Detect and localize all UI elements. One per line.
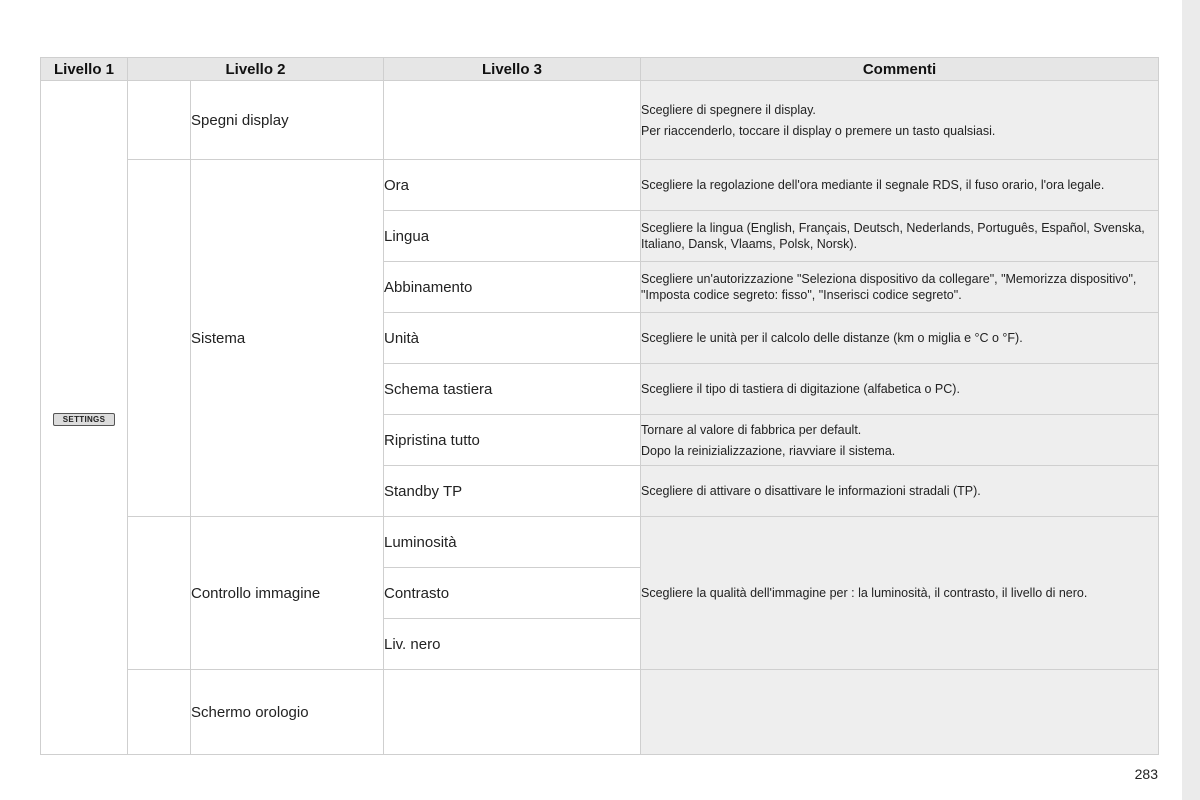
comment-standby-tp: Scegliere di attivare o disattivare le informazioni stradali (TP). xyxy=(641,466,1159,517)
table-row xyxy=(41,517,1159,568)
level3-contrasto: Contrasto xyxy=(384,568,641,619)
level2-sistema: Sistema xyxy=(191,160,384,517)
level2-schermo-orologio: Schermo orologio xyxy=(191,670,384,755)
level2-icon-cell xyxy=(128,517,191,670)
settings-button-icon: SETTINGS xyxy=(53,413,115,426)
level3-abbinamento: Abbinamento xyxy=(384,262,641,313)
level2-spegni-display: Spegni display xyxy=(191,81,384,160)
table-row xyxy=(41,81,1159,160)
level2-icon-cell xyxy=(128,81,191,160)
level3-unita: Unità xyxy=(384,313,641,364)
level3-empty-cell xyxy=(384,670,641,755)
comment-unita: Scegliere le unità per il calcolo delle distanze (km o miglia e °C o °F). xyxy=(641,313,1159,364)
comment-schema-tastiera: Scegliere il tipo di tastiera di digitazione (alfabetica o PC). xyxy=(641,364,1159,415)
level3-ripristina-tutto: Ripristina tutto xyxy=(384,415,641,466)
level2-controllo-immagine: Controllo immagine xyxy=(191,517,384,670)
level3-empty-cell xyxy=(384,81,641,160)
comment-spegni-display: Scegliere di spegnere il display. Per riaccenderlo, toccare il display o premere un tasto qualsiasi. xyxy=(641,81,1159,160)
settings-menu-table xyxy=(40,57,1159,755)
header-livello-3: Livello 3 xyxy=(384,58,641,81)
table-header-row xyxy=(41,58,1159,81)
header-livello-1: Livello 1 xyxy=(41,58,128,81)
level3-luminosita: Luminosità xyxy=(384,517,641,568)
comment-ora: Scegliere la regolazione dell'ora mediante il segnale RDS, il fuso orario, l'ora legale. xyxy=(641,160,1159,211)
comment-ripristina-tutto: Tornare al valore di fabbrica per default. Dopo la reinizializzazione, riavviare il sistema. xyxy=(641,415,1159,466)
table-row xyxy=(41,670,1159,713)
table-row xyxy=(41,160,1159,211)
level2-icon-cell xyxy=(128,670,191,755)
level2-icon-cell xyxy=(128,160,191,517)
page-edge-bar xyxy=(1182,0,1200,800)
page-number: 283 xyxy=(1134,766,1158,782)
header-livello-2: Livello 2 xyxy=(128,58,384,81)
header-commenti: Commenti xyxy=(641,58,1159,81)
level1-cell xyxy=(41,81,128,755)
comment-lingua: Scegliere la lingua (English, Français, Deutsch, Nederlands, Português, Español, Svenska, Italiano, Dansk, Vlaams, Polsk, Norsk). xyxy=(641,211,1159,262)
comment-controllo-immagine: Scegliere la qualità dell'immagine per : la luminosità, il contrasto, il livello di nero. xyxy=(641,517,1159,670)
level3-liv-nero: Liv. nero xyxy=(384,619,641,670)
comment-schermo-orologio xyxy=(641,670,1159,755)
comment-abbinamento: Scegliere un'autorizzazione "Seleziona dispositivo da collegare", "Memorizza dispositivo", "Imposta codice segreto: fisso", "Inserisci codice segreto". xyxy=(641,262,1159,313)
level3-ora: Ora xyxy=(384,160,641,211)
level3-schema-tastiera: Schema tastiera xyxy=(384,364,641,415)
level3-standby-tp: Standby TP xyxy=(384,466,641,517)
level3-lingua: Lingua xyxy=(384,211,641,262)
